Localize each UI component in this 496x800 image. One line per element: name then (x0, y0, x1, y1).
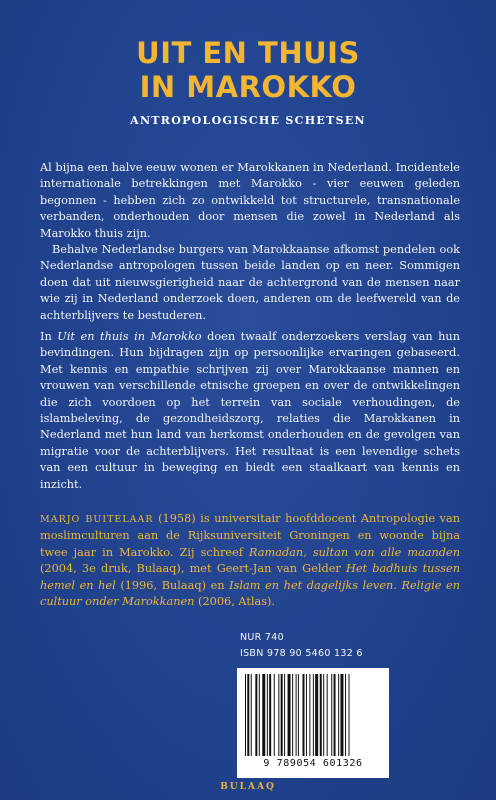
barcode-bar (267, 674, 268, 756)
barcode-bar (313, 674, 314, 756)
author-bio (40, 511, 460, 610)
barcode-bar (309, 674, 310, 756)
barcode-bar (288, 674, 291, 756)
barcode-bar (269, 674, 271, 756)
author-bio-text: (2004, 3e druk, Bulaaq), met Geert-Jan van Gelder (40, 562, 347, 576)
book-subtitle: ANTROPOLOGISCHE SCHETSEN (130, 114, 366, 127)
book-title-line-2: IN MAROKKO (139, 70, 357, 104)
author-name: MARJO BUITELAAR (40, 514, 154, 525)
book-title-line-1: UIT EN THUIS (136, 36, 360, 70)
blurb-paragraph-1: Al bijna een halve eeuw wonen er Marokkanen in Nederland. Incidentele internationale betrekkingen met Marokko - vier eeuwen geleden begonnen - hebben zich zo ontwikkeld tot structurele, transnationale verbanden, onderhouden door mensen die zowel in Nederland als Marokko thuis zijn. (40, 161, 460, 240)
isbn-barcode (237, 668, 389, 778)
barcode-bar (306, 674, 307, 756)
author-book-title: Het badhuis tussen hemel en hel (40, 562, 460, 592)
barcode-bar (331, 674, 332, 756)
publisher-name: BULAAQ (220, 782, 276, 792)
barcode-bar (338, 674, 339, 756)
barcode-digits: 9 789054 601326 (263, 758, 363, 769)
barcode-bar (298, 674, 299, 756)
blurb-paragraph-3 (40, 329, 460, 493)
barcode-bar (278, 674, 279, 756)
barcode-bar (284, 674, 285, 756)
barcode-bar (327, 674, 328, 756)
barcode-bar (349, 674, 350, 756)
blurb-paragraph-2: Behalve Nederlandse burgers van Marokkaanse afkomst pendelen ook Nederlandse antropologen tussen beide landen op en neer. Sommigen doen dat uit nieuwsgierigheid naar de achtergrond van de mensen naar wie zij in Nederland onderzoek doen, anderen om de leefwereld van de achterblijvers te bestuderen. (40, 243, 460, 322)
nur-code: NUR 740 (240, 632, 284, 643)
blurb-text: In (40, 330, 58, 343)
barcode-bar (281, 674, 283, 756)
barcode-bar (255, 674, 257, 756)
barcode-bar (323, 674, 324, 756)
barcode-bars (243, 674, 383, 756)
barcode-bar (303, 674, 305, 756)
barcode-bar (259, 674, 260, 756)
author-book-title: Islam en het dagelijks leven. Religie en cultuur onder Marokkanen (40, 578, 460, 609)
blurb-section-contents (40, 329, 460, 493)
barcode-bar (274, 674, 275, 756)
barcode-bar (292, 674, 293, 756)
isbn-number: ISBN 978 90 5460 132 6 (240, 648, 363, 659)
barcode-bar (340, 674, 343, 756)
barcode-bar (345, 674, 346, 756)
barcode-bar (251, 674, 252, 756)
blurb-text: doen twaalf onderzoekers verslag van hun bevindingen. Hun bijdragen zijn op persoonlijke ervaringen gebaseerd. Met kennis en empathie schrijven zij over Marokkaanse mannen en vrouwen van verschillende etnische groepen en over de ontwikkelingen die zich voordoen op het terrein van sociale verhoudingen, de islambeleving, de gezondheidszorg, relaties die Marokkanen in Nederland met hun land van herkomst onderhouden en de gevolgen van migratie voor de achterblijvers. Het resultaat is een levendige schets van een cultuur in beweging en biedt een staalkaart van kennis en inzicht. (40, 330, 460, 491)
barcode-bar (315, 674, 318, 756)
barcode-bar (296, 674, 297, 756)
barcode-bar (247, 674, 249, 756)
blurb-section-intro (40, 160, 460, 324)
barcode-bar (262, 674, 265, 756)
book-title-italic: Uit en thuis in Marokko (57, 330, 202, 343)
barcode-bar (320, 674, 322, 756)
author-bio-text: (1996, Bulaaq) en (115, 578, 230, 592)
barcode-bar (245, 674, 246, 756)
author-bio-text: (1958) is universitair hoofddocent Antropologie van moslimculturen aan de Rijksuniversiteit Groningen en woonde bijna twee jaar in Marokko. Zij schreef (40, 512, 460, 559)
barcode-bar (334, 674, 336, 756)
author-book-title: Ramadan, sultan van alle maanden (249, 545, 461, 559)
author-bio-text: (2006, Atlas). (194, 595, 276, 609)
